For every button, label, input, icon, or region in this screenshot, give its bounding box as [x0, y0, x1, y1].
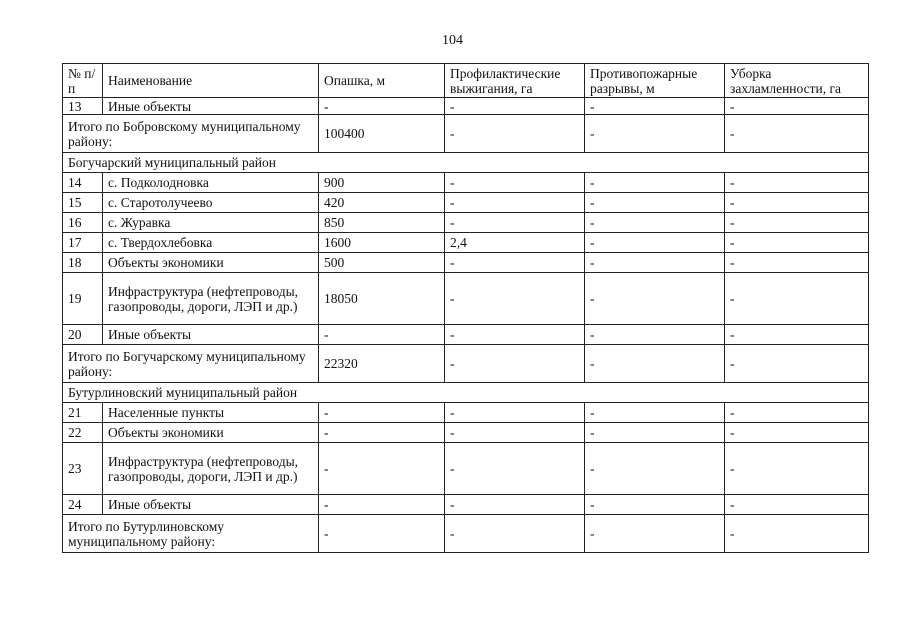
cell-vyzhiganie: 2,4 [445, 233, 585, 253]
section-row [63, 383, 869, 403]
cell-razryvy: - [585, 233, 725, 253]
cell-vyzhiganie: - [445, 325, 585, 345]
cell-opashka: 100400 [319, 115, 445, 153]
cell-name: с. Твердохлебовка [103, 233, 319, 253]
cell-name: Инфраструктура (нефтепроводы, газопроводы, дороги, ЛЭП и др.) [103, 273, 319, 325]
cell-uborka: - [725, 515, 869, 553]
cell-vyzhiganie: - [445, 403, 585, 423]
cell-vyzhiganie: - [445, 495, 585, 515]
cell-uborka: - [725, 423, 869, 443]
table-row [63, 495, 869, 515]
cell-opashka: - [319, 443, 445, 495]
cell-name: Населенные пункты [103, 403, 319, 423]
cell-vyzhiganie: - [445, 253, 585, 273]
cell-vyzhiganie: - [445, 515, 585, 553]
cell-name: Объекты экономики [103, 423, 319, 443]
cell-razryvy: - [585, 325, 725, 345]
header-uborka: Уборка захламленности, га [725, 64, 869, 98]
cell-opashka: - [319, 98, 445, 115]
cell-razryvy: - [585, 443, 725, 495]
cell-num: 19 [63, 273, 103, 325]
section-row [63, 153, 869, 173]
cell-uborka: - [725, 273, 869, 325]
cell-num: 23 [63, 443, 103, 495]
cell-vyzhiganie: - [445, 193, 585, 213]
cell-uborka: - [725, 253, 869, 273]
cell-num: 18 [63, 253, 103, 273]
cell-vyzhiganie: - [445, 213, 585, 233]
cell-razryvy: - [585, 193, 725, 213]
cell-uborka: - [725, 233, 869, 253]
cell-opashka: 500 [319, 253, 445, 273]
cell-name: Инфраструктура (нефтепроводы, газопроводы, дороги, ЛЭП и др.) [103, 443, 319, 495]
cell-vyzhiganie: - [445, 173, 585, 193]
header-razryvy: Противопожарные разрывы, м [585, 64, 725, 98]
cell-opashka: - [319, 403, 445, 423]
total-row [63, 345, 869, 383]
cell-razryvy: - [585, 273, 725, 325]
cell-razryvy: - [585, 345, 725, 383]
cell-name: с. Старотолучеево [103, 193, 319, 213]
cell-opashka: - [319, 325, 445, 345]
data-table [62, 63, 869, 553]
total-label: Итого по Бутурлиновскому муниципальному району: [63, 515, 319, 553]
table-row [63, 98, 869, 115]
header-vyzhiganie: Профилактические выжигания, га [445, 64, 585, 98]
cell-uborka: - [725, 213, 869, 233]
cell-opashka: 22320 [319, 345, 445, 383]
section-title: Богучарский муниципальный район [63, 153, 869, 173]
cell-uborka: - [725, 443, 869, 495]
header-row [63, 64, 869, 98]
cell-name: Объекты экономики [103, 253, 319, 273]
page-number: 104 [442, 33, 463, 48]
cell-uborka: - [725, 98, 869, 115]
cell-uborka: - [725, 495, 869, 515]
cell-uborka: - [725, 403, 869, 423]
cell-vyzhiganie: - [445, 115, 585, 153]
cell-num: 22 [63, 423, 103, 443]
table-row [63, 253, 869, 273]
header-num: № п/п [63, 64, 103, 98]
total-label: Итого по Бобровскому муниципальному району: [63, 115, 319, 153]
cell-vyzhiganie: - [445, 345, 585, 383]
cell-num: 21 [63, 403, 103, 423]
cell-razryvy: - [585, 515, 725, 553]
table-row [63, 213, 869, 233]
table-row [63, 273, 869, 325]
cell-vyzhiganie: - [445, 423, 585, 443]
cell-opashka: - [319, 423, 445, 443]
cell-razryvy: - [585, 115, 725, 153]
total-row [63, 115, 869, 153]
cell-vyzhiganie: - [445, 273, 585, 325]
header-opashka: Опашка, м [319, 64, 445, 98]
cell-opashka: 900 [319, 173, 445, 193]
cell-num: 13 [63, 98, 103, 115]
total-row [63, 515, 869, 553]
cell-uborka: - [725, 173, 869, 193]
cell-razryvy: - [585, 495, 725, 515]
cell-uborka: - [725, 115, 869, 153]
cell-razryvy: - [585, 213, 725, 233]
table-row [63, 233, 869, 253]
table-row [63, 443, 869, 495]
header-name: Наименование [103, 64, 319, 98]
table-row [63, 193, 869, 213]
cell-name: с. Журавка [103, 213, 319, 233]
cell-opashka: 18050 [319, 273, 445, 325]
table-row [63, 325, 869, 345]
cell-name: с. Подколодновка [103, 173, 319, 193]
cell-opashka: 420 [319, 193, 445, 213]
cell-name: Иные объекты [103, 495, 319, 515]
cell-vyzhiganie: - [445, 443, 585, 495]
cell-name: Иные объекты [103, 98, 319, 115]
cell-opashka: 850 [319, 213, 445, 233]
cell-uborka: - [725, 325, 869, 345]
table-row [63, 403, 869, 423]
cell-razryvy: - [585, 253, 725, 273]
cell-uborka: - [725, 193, 869, 213]
table-row [63, 423, 869, 443]
cell-razryvy: - [585, 403, 725, 423]
section-title: Бутурлиновский муниципальный район [63, 383, 869, 403]
cell-opashka: 1600 [319, 233, 445, 253]
cell-num: 14 [63, 173, 103, 193]
cell-razryvy: - [585, 98, 725, 115]
cell-opashka: - [319, 515, 445, 553]
cell-razryvy: - [585, 173, 725, 193]
cell-num: 16 [63, 213, 103, 233]
cell-vyzhiganie: - [445, 98, 585, 115]
cell-num: 17 [63, 233, 103, 253]
cell-num: 20 [63, 325, 103, 345]
cell-opashka: - [319, 495, 445, 515]
cell-razryvy: - [585, 423, 725, 443]
total-label: Итого по Богучарскому муниципальному району: [63, 345, 319, 383]
cell-num: 24 [63, 495, 103, 515]
cell-uborka: - [725, 345, 869, 383]
table-row [63, 173, 869, 193]
cell-name: Иные объекты [103, 325, 319, 345]
cell-num: 15 [63, 193, 103, 213]
